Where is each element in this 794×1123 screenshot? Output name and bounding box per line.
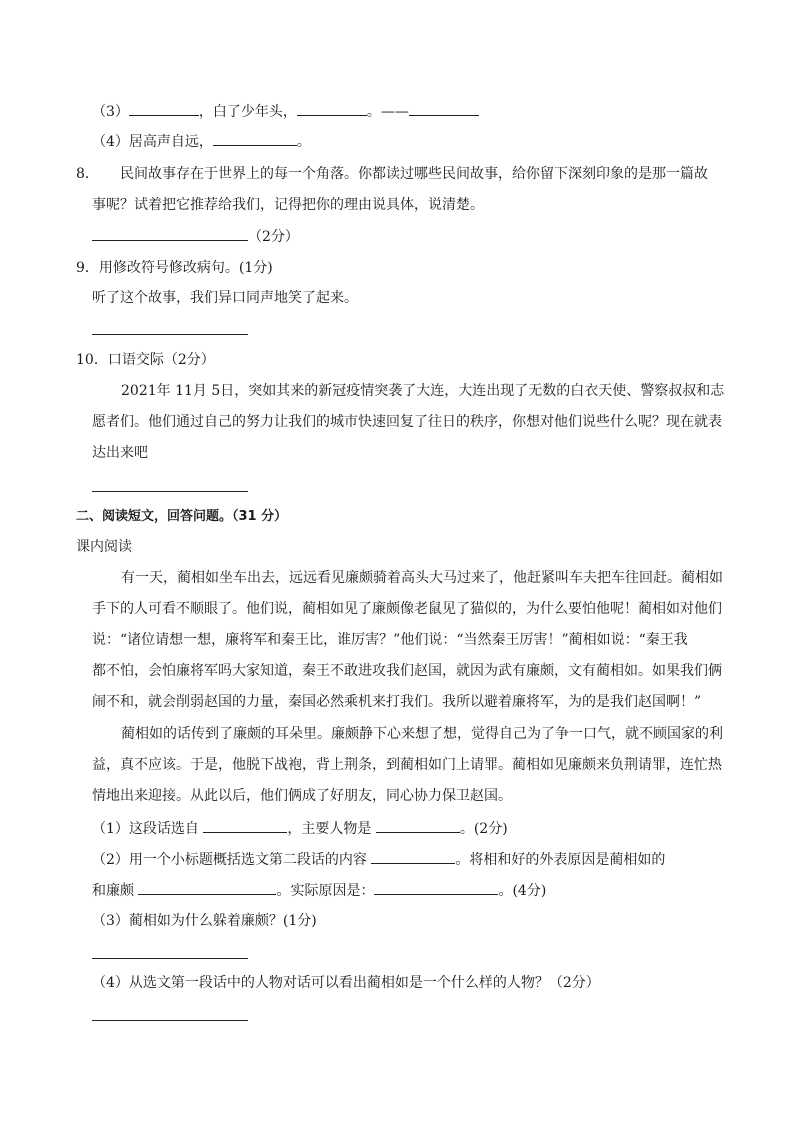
q10-line2: 愿者们。他们通过自己的努力让我们的城市快速回复了往日的秩序，你想对他们说些什么呢？现在就表 — [92, 414, 722, 430]
passage-p2-line: 益，真不应该。于是，他脱下战袍，背上荆条，到蔺相如门上请罪。蔺相如见廉颇来负荆请罪，连忙热 — [92, 757, 722, 773]
blank-field[interactable] — [376, 818, 460, 833]
blank-field[interactable] — [374, 880, 498, 895]
answer-line[interactable] — [92, 226, 248, 241]
section-subheading: 课内阅读 — [76, 539, 132, 555]
reading-q1-c: 。(2分) — [459, 821, 508, 837]
reading-q1-b: ，主要人物是 — [287, 821, 372, 837]
q7-item3-text: ，白了少年头， — [198, 104, 297, 120]
q8-points: （2分） — [248, 229, 299, 245]
q7-item3 — [92, 101, 479, 122]
passage-p2-line: 情地出来迎接。从此以后，他们俩成了好朋友，同心协力保卫赵国。 — [92, 788, 512, 804]
blank-field[interactable] — [203, 818, 287, 833]
blank-field[interactable] — [213, 131, 297, 146]
reading-q2-c: 和廉颇 — [92, 883, 134, 899]
reading-q1 — [92, 818, 508, 839]
passage-p1-line: 有一天，蔺相如坐车出去，远远看见廉颇骑着高头大马过来了，他赶紧叫车夫把车往回赶。蔺相如 — [121, 570, 723, 586]
q8-line2: 事呢？试着把它推荐给我们，记得把你的理由说具体，说清楚。 — [92, 197, 484, 213]
reading-q2-line2 — [92, 880, 546, 901]
q7-item4-number: （4） — [92, 134, 129, 150]
q8-number: 8． — [76, 166, 99, 182]
blank-field[interactable] — [129, 101, 199, 116]
passage-p1-line: 手下的人可看不顺眼了。他们说，蔺相如见了廉颇像老鼠见了猫似的，为什么要怕他呢！蔺相如对他们 — [92, 601, 722, 617]
reading-q2-b: 。将相和好的外表原因是蔺相如的 — [455, 852, 666, 868]
q7-item4 — [92, 131, 311, 152]
reading-q2-e: 。(4分) — [498, 883, 547, 899]
blank-field[interactable] — [409, 101, 479, 116]
q7-item4-text: 居高声自远， — [128, 134, 213, 150]
reading-q2-d: 。实际原因是： — [276, 883, 375, 899]
q9-sentence: 听了这个故事，我们异口同声地笑了起来。 — [92, 290, 358, 306]
q10-line3: 达出来吧 — [92, 445, 148, 461]
passage-p1-line: 说：“诸位请想一想，廉将军和秦王比，谁厉害？”他们说：“当然秦王厉害！”蔺相如说：“秦王我 — [92, 632, 688, 648]
blank-field[interactable] — [371, 849, 455, 864]
q7-item3-dash: 。—— — [366, 104, 409, 120]
reading-q1-a: （1）这段话选自 — [92, 821, 199, 837]
passage-p1-line: 闹不和，就会削弱赵国的力量，秦国必然乘机来打我们。我所以避着廉将军，为的是我们赵国啊！” — [92, 694, 702, 710]
q9-answer-line[interactable] — [92, 334, 248, 335]
q10-answer-line[interactable] — [92, 491, 248, 492]
q10-line1: 2021年 11月 5日，突如其来的新冠疫情突袭了大连，大连出现了无数的白衣天使、警察叔叔和志 — [121, 383, 725, 399]
blank-field[interactable] — [297, 101, 367, 116]
reading-q3-answer-line[interactable] — [92, 958, 248, 959]
reading-q2-a: （2）用一个小标题概括选文第二段话的内容 — [92, 852, 367, 868]
q8-answer — [92, 226, 299, 247]
section-heading: 二、阅读短文，回答问题。（31 分） — [76, 509, 288, 524]
reading-q4: （4）从选文第一段话中的人物对话可以看出蔺相如是一个什么样的人物？（2分） — [92, 975, 600, 991]
reading-q3: （3）蔺相如为什么躲着廉颇？(1分) — [92, 913, 317, 929]
q8-line1 — [76, 164, 708, 184]
q9-title: 9．用修改符号修改病句。(1分) — [76, 260, 273, 276]
q8-text-1: 民间故事存在于世界上的每一个角落。你都读过哪些民间故事，给你留下深刻印象的是那一篇故 — [120, 166, 708, 182]
reading-q2-line1 — [92, 849, 665, 870]
q7-item3-number: （3） — [92, 104, 129, 120]
q10-title: 10．口语交际（2分） — [76, 352, 215, 368]
blank-field[interactable] — [138, 880, 276, 895]
passage-p1-line: 都不怕，会怕廉将军吗大家知道，秦王不敢进攻我们赵国，就因为武有廉颇，文有蔺相如。如果我们俩 — [92, 663, 722, 679]
passage-p2-line: 蔺相如的话传到了廉颇的耳朵里。廉颇静下心来想了想，觉得自己为了争一口气，就不顾国家的利 — [121, 726, 723, 742]
reading-q4-answer-line[interactable] — [92, 1020, 248, 1021]
q7-item4-end: 。 — [296, 134, 311, 150]
